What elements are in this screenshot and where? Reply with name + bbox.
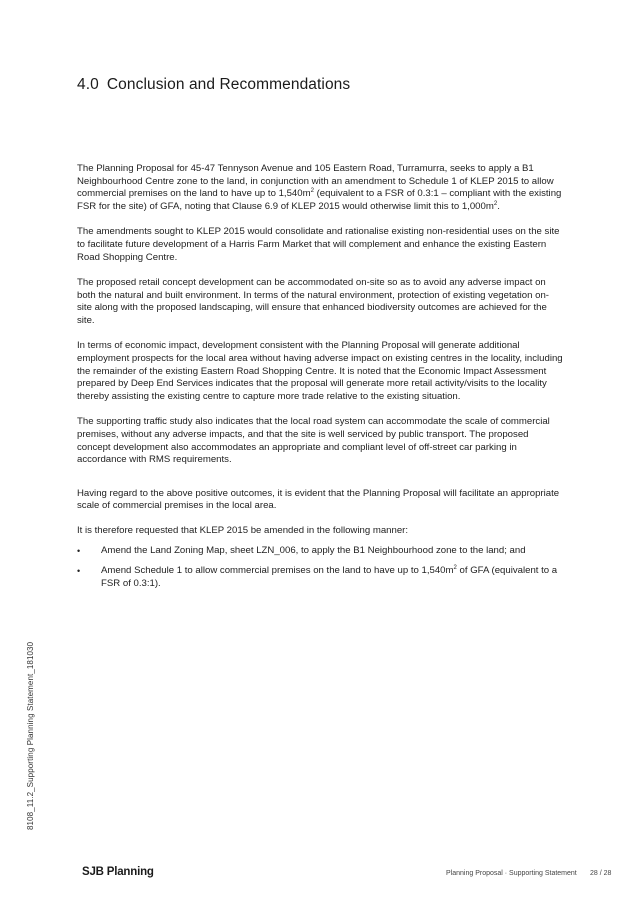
- paragraph-1-part-b: (equivalent to a FSR of 0.3:1 – compliant with the existing FSR for the site) of GFA, noting that Clause 6.9 of KLEP 2015 would otherwise limit this to 1,000m: [77, 188, 562, 213]
- list-item-text: Amend Schedule 1 to allow commercial premises on the land to have up to 1,540m: [101, 564, 454, 576]
- paragraph-6: Having regard to the above positive outcomes, it is evident that the Planning Proposal will facilitate an appropriate scale of commercial premises in the local area.: [77, 487, 560, 512]
- section-number: 4.0: [77, 76, 99, 93]
- paragraph-5: The supporting traffic study also indicates that the local road system can accommodate the scale of commercial premises, without any adverse impacts, and that the site is well serviced by public transport. The proposed concept development also accommodates an appropriate and compliant level of off-street car parking in accordance with RMS requirements.: [77, 416, 550, 466]
- paragraph-4: In terms of economic impact, development consistent with the Planning Proposal will generate additional employment prospects for the local area without having adverse impact on existing centres in the locality, including the remainder of the existing Eastern Road Shopping Centre. It is noted that the Economic Impact Assessment prepared by Deep End Services indicates that the proposal will generate more retail activity/visits to the locality thereby assisting the existing centre to capture more trade relative to the existing situation.: [77, 340, 563, 403]
- paragraph-1-part-a: The Planning Proposal for 45-47 Tennyson Avenue and 105 Eastern Road, Turramurra, seeks to apply a B1 Neighbourhood Centre zone to the land, in conjunction with an amendment to Schedule 1 of KLEP 2015 to allow commercial premises on the land to have up to 1,540m: [77, 163, 554, 200]
- document-reference-label: 8108_11.2_Supporting Planning Statement_181030: [26, 641, 35, 830]
- section-heading: [77, 76, 350, 94]
- paragraph-2: The amendments sought to KLEP 2015 would consolidate and rationalise existing non-residential uses on the site to facilitate future development of a Harris Farm Market that will complement and enhance the existing Eastern Road Shopping Centre.: [77, 226, 560, 263]
- section-title: Conclusion and Recommendations: [106, 76, 351, 93]
- superscript-squared: 2: [310, 188, 314, 195]
- sjb-planning-logo: SJB Planning: [82, 866, 154, 878]
- list-item-text: Amend the Land Zoning Map, sheet LZN_006, to apply the B1 Neighbourhood zone to the land; and: [101, 545, 526, 557]
- paragraph-1-part-c: .: [497, 201, 500, 213]
- paragraph-3: The proposed retail concept development can be accommodated on-site so as to avoid any adverse impact on both the natural and built environment. In terms of the natural environment, protection of existing vegetation on-site along with the proposed landscaping, will ensure that enhanced biodiversity outcomes are achieved for the site.: [77, 276, 549, 327]
- list-item: [77, 565, 563, 590]
- bullet-marker: •: [77, 565, 81, 576]
- bullet-marker: •: [77, 546, 81, 557]
- footer-document-title: Planning Proposal · Supporting Statement: [446, 870, 577, 877]
- body-text: [77, 163, 563, 597]
- superscript-squared: 2: [493, 200, 498, 207]
- recommendation-list: [77, 545, 563, 590]
- page-number: 28 / 28: [590, 870, 612, 877]
- paragraph-1: [77, 163, 563, 214]
- paragraph-7: It is therefore requested that KLEP 2015 be amended in the following manner:: [77, 525, 409, 537]
- spacer: [77, 480, 563, 488]
- list-item: [77, 545, 563, 558]
- list-item-text: of GFA (equivalent to a FSR of 0.3:1).: [101, 564, 558, 589]
- superscript-squared: 2: [453, 564, 457, 571]
